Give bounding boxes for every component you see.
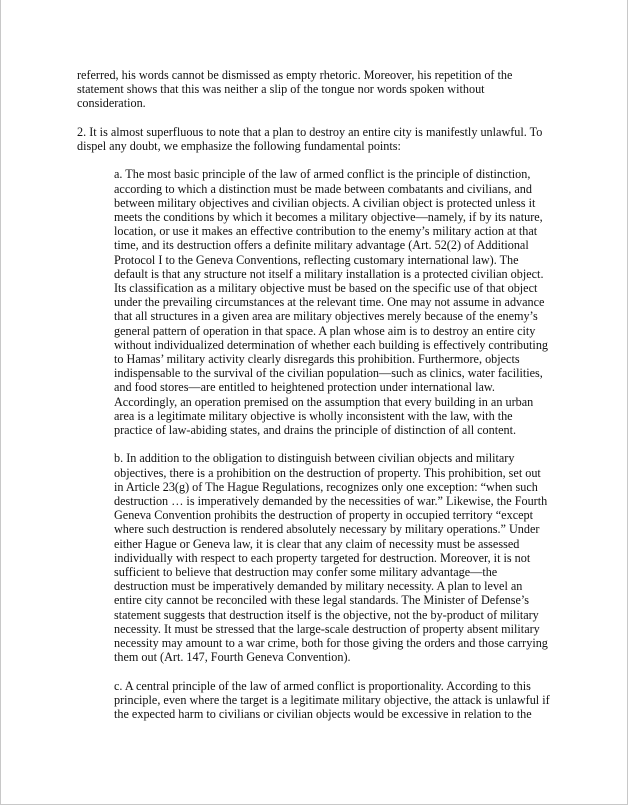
text-line: Its classification as a military objective must be based on the specific use of that object xyxy=(114,281,538,296)
text-line: general pattern of operation in that space. A plan whose aim is to destroy an entire city xyxy=(114,323,536,338)
text-line: sufficient to believe that destruction may confer some military advantage—the xyxy=(114,565,498,580)
text-line: referred, his words cannot be dismissed as empty rhetoric. Moreover, his repetition of the xyxy=(77,68,513,82)
text-line: necessity may amount to a war crime, both for those giving the orders and those carrying xyxy=(114,636,548,651)
text-line: destruction must be imperatively demanded by military necessity. A plan to level an xyxy=(114,579,523,594)
text-line: Geneva Convention prohibits the destruction of property in occupied territory “except xyxy=(114,508,533,523)
text-line: default is that any structure not itself a military installation is a protected civilian object. xyxy=(114,266,544,281)
text-line: indispensable to the survival of the civilian population—such as clinics, water facilities, xyxy=(114,366,543,381)
paragraph-point-c-proportionality xyxy=(114,679,577,722)
text-line: necessity. It must be stressed that the large-scale destruction of property absent military xyxy=(114,621,540,636)
document-body xyxy=(77,68,577,735)
text-line: the expected harm to civilians or civilian objects would be excessive in relation to the xyxy=(114,707,532,722)
paragraph-point-a-distinction xyxy=(114,167,577,437)
text-line: destruction … is imperatively demanded by the necessities of war.” Likewise, the Fourth xyxy=(114,494,548,509)
text-line: statement suggests that destruction itself is the objective, not the by-product of military xyxy=(114,607,539,622)
text-line: Protocol I to the Geneva Conventions, reflecting customary international law). The xyxy=(114,252,519,267)
text-line: 2. It is almost superfluous to note that a plan to destroy an entire city is manifestly unlawful. To xyxy=(77,124,543,139)
paragraph-continuation xyxy=(77,68,577,111)
text-line: dispel any doubt, we emphasize the following fundamental points: xyxy=(77,139,401,153)
text-line: practice of law-abiding states, and drains the principle of distinction of all content. xyxy=(114,423,517,438)
text-line: entire city cannot be reconciled with these legal standards. The Minister of Defense’s xyxy=(114,593,530,608)
text-line: principle, even where the target is a legitimate military objective, the attack is unlawful if xyxy=(114,692,550,707)
paragraph-point-b-property xyxy=(114,451,577,664)
text-line: where such destruction is rendered absolutely necessary by military operations.” Under xyxy=(114,522,540,537)
text-line: c. A central principle of the law of armed conflict is proportionality. According to this xyxy=(114,678,531,693)
text-line: consideration. xyxy=(77,96,146,111)
text-line: in Article 23(g) of The Hague Regulations, recognizes only one exception: “when such xyxy=(114,479,538,494)
text-line: without individualized determination of whether each building is effectively contributing xyxy=(114,337,549,352)
text-line: a. The most basic principle of the law of armed conflict is the principle of distinction, xyxy=(114,167,531,182)
text-line: Accordingly, an operation premised on the assumption that every building in an urban xyxy=(114,394,534,409)
text-line: between military objectives and civilian objects. A civilian object is protected unless it xyxy=(114,195,536,210)
text-line: according to which a distinction must be made between combatants and civilians, and xyxy=(114,181,532,196)
text-line: either Hague or Geneva law, it is clear that any claim of necessity must be assessed xyxy=(114,536,520,551)
text-line: and food stores—are entitled to heightened protection under international law. xyxy=(114,380,495,395)
text-line: time, and its destruction offers a definite military advantage (Art. 52(2) of Additional xyxy=(114,238,529,253)
text-line: b. In addition to the obligation to distinguish between civilian objects and military xyxy=(114,451,515,466)
text-line: location, or use it makes an effective contribution to the enemy’s military action at that xyxy=(114,224,538,239)
text-line: area is a legitimate military objective is wholly inconsistent with the law, with the xyxy=(114,408,513,423)
text-line: that all structures in a given area are military objectives merely because of the enemy’s xyxy=(114,309,538,324)
text-line: meets the conditions by which it becomes a military objective—namely, if by its nature, xyxy=(114,210,543,224)
text-line: objectives, there is a prohibition on the destruction of property. This prohibition, set out xyxy=(114,465,541,480)
text-line: them out (Art. 147, Fourth Geneva Convention). xyxy=(114,650,351,665)
text-line: under the prevailing circumstances at the relevant time. One may not assume in advance xyxy=(114,295,545,310)
text-line: individually with respect to each property targeted for destruction. Moreover, it is not xyxy=(114,550,531,565)
paragraph-point-2 xyxy=(77,125,577,153)
text-line: to Hamas’ military activity clearly disregards this prohibition. Furthermore, objects xyxy=(114,352,520,367)
text-line: statement shows that this was neither a slip of the tongue nor words spoken without xyxy=(77,82,485,97)
